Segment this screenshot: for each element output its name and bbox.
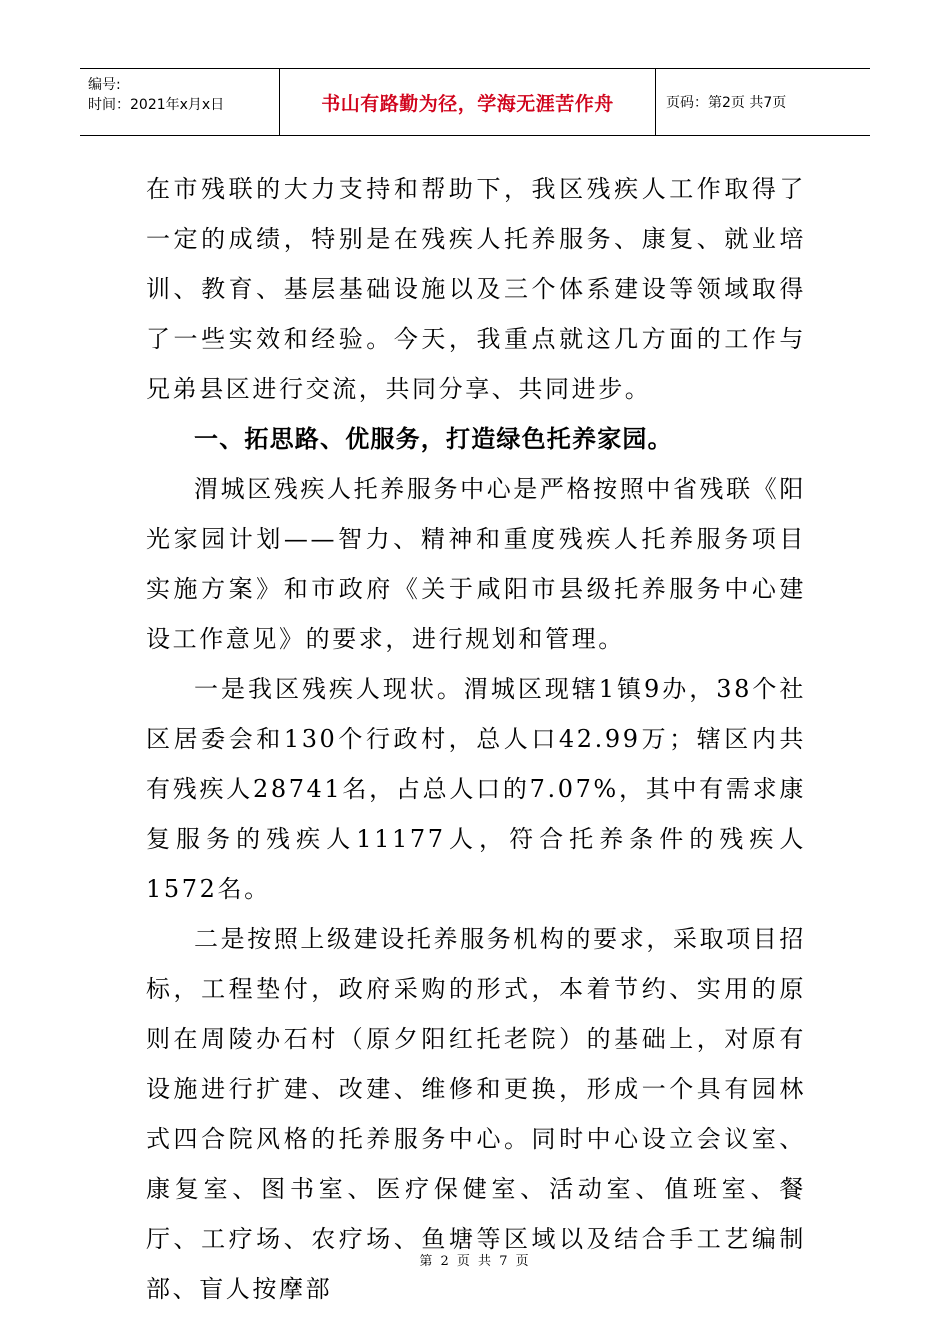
header-motto-cell bbox=[280, 69, 656, 135]
paragraph-current-status: 一是我区残疾人现状。渭城区现辖1镇9办，38个社区居委会和130个行政村，总人口42.99万；辖区内共有残疾人28741名，占总人口的7.07%，其中有需求康复服务的残疾人11177人，符合托养条件的残疾人1572名。 bbox=[146, 675, 806, 903]
document-body bbox=[146, 164, 806, 1314]
paragraph-center-overview: 渭城区残疾人托养服务中心是严格按照中省残联《阳光家园计划——智力、精神和重度残疾人托养服务项目实施方案》和市政府《关于咸阳市县级托养服务中心建设工作意见》的要求，进行规划和管理。 bbox=[146, 475, 806, 653]
section-heading-1: 一、拓思路、优服务，打造绿色托养家园。 bbox=[194, 425, 673, 453]
page-header bbox=[80, 68, 870, 136]
header-meta bbox=[80, 69, 280, 135]
document-number-label: 编号: bbox=[88, 77, 121, 93]
header-motto: 书山有路勤为径，学海无涯苦作舟 bbox=[321, 92, 614, 115]
document-time-label: 时间：2021年x月x日 bbox=[88, 97, 225, 113]
page-footer: 第 2 页 共 7 页 bbox=[419, 1254, 531, 1269]
paragraph-construction: 二是按照上级建设托养服务机构的要求，采取项目招标，工程垫付，政府采购的形式，本着节约、实用的原则在周陵办石村（原夕阳红托老院）的基础上，对原有设施进行扩建、改建、维修和更换，形成一个具有园林式四合院风格的托养服务中心。同时中心设立会议室、康复室、图书室、医疗保健室、活动室、值班室、餐厅、工疗场、农疗场、鱼塘等区域以及结合手工艺编制部、盲人按摩部 bbox=[146, 925, 806, 1303]
paragraph-intro: 在市残联的大力支持和帮助下，我区残疾人工作取得了一定的成绩，特别是在残疾人托养服务、康复、就业培训、教育、基层基础设施以及三个体系建设等领域取得了一些实效和经验。今天，我重点就这几方面的工作与兄弟县区进行交流，共同分享、共同进步。 bbox=[146, 175, 806, 403]
header-page-number: 页码：第2页 共7页 bbox=[666, 95, 787, 111]
